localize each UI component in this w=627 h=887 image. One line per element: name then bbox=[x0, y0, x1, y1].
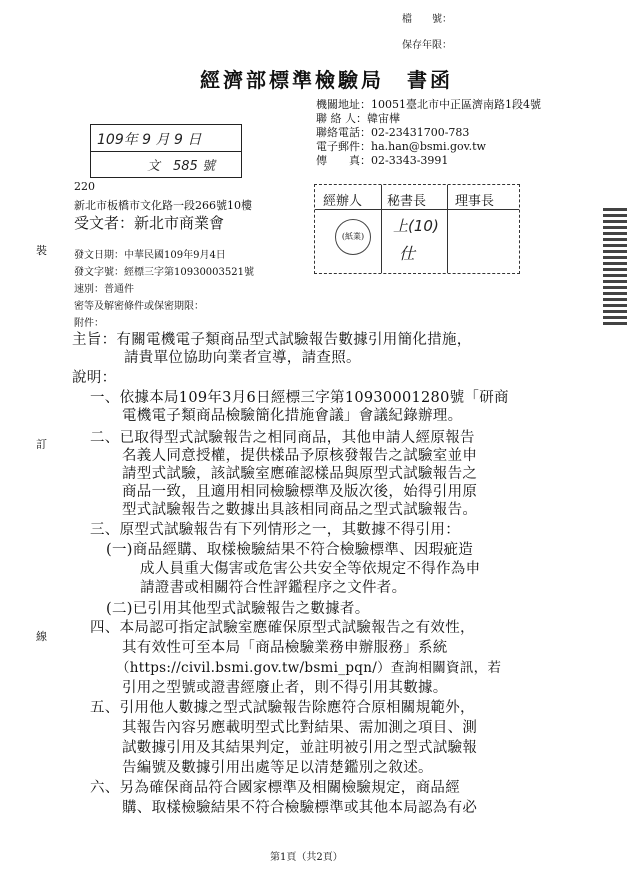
circle-seal-stamp bbox=[335, 219, 371, 255]
receipt-stamp bbox=[90, 124, 242, 178]
item-1-line-1: 一、依據本局109年3月6日經標三字第10930001280號「研商 bbox=[90, 390, 509, 406]
binding-mark-2: 訂 bbox=[36, 438, 47, 451]
item-4-line-2: 其有效性可至本局「商品檢驗業務申辦服務」系統 bbox=[122, 640, 448, 656]
page-number: 第1頁（共2頁） bbox=[270, 852, 343, 863]
subject-line-2: 請貴單位協助向業者宣導，請查照。 bbox=[124, 350, 361, 366]
delivery-speed: 速別：普通件 bbox=[74, 284, 134, 295]
archive-number-label: 檔 號： bbox=[402, 14, 452, 25]
recipient-address: 新北市板橋市文化路一段266號10樓 bbox=[74, 199, 252, 212]
item-5-line-2: 其報告內容另應載明型式比對結果、需加測之項目、測 bbox=[122, 720, 478, 736]
recipient-name: 受文者：新北市商業會 bbox=[74, 214, 225, 232]
item-2-line-4: 商品一致，且適用相同檢驗標準及版次後，始得引用原 bbox=[122, 484, 478, 500]
approval-header-chairman: 理事長 bbox=[455, 194, 495, 209]
subitem-1-line-1: (一)商品經購、取樣檢驗結果不符合檢驗標準、因瑕疵造 bbox=[106, 542, 474, 558]
contact-email: 電子郵件：ha.han@bsmi.gov.tw bbox=[316, 140, 486, 153]
issue-date: 發文日期：中華民國109年9月4日 bbox=[74, 250, 226, 261]
item-2-line-2: 名義人同意授權，提供樣品予原核發報告之試驗室並申 bbox=[122, 448, 478, 464]
item-6-line-1: 六、另為確保商品符合國家標準及相關檢驗規定，商品經 bbox=[90, 780, 460, 796]
explanation-label: 說明： bbox=[72, 370, 117, 386]
subject-line-1: 主旨：有關電機電子類商品型式試驗報告數據引用簡化措施， bbox=[72, 332, 472, 348]
contact-fax: 傳 真：02-3343-3991 bbox=[316, 154, 449, 167]
item-2-line-3: 請型式試驗，該試驗室應確認樣品與原型式試驗報告之 bbox=[122, 466, 478, 482]
receipt-number: 文 585 號 bbox=[147, 159, 215, 174]
item-4-line-4: 引用之型號或證書經廢止者，則不得引用其數據。 bbox=[122, 680, 448, 696]
subitem-2-line-1: (二)已引用其他型式試驗報告之數據者。 bbox=[106, 601, 370, 617]
scan-edge-mark bbox=[603, 205, 627, 325]
item-4-line-1: 四、本局認可指定試驗室應確保原型式試驗報告之有效性， bbox=[90, 620, 475, 636]
contact-phone: 聯絡電話：02-23431700-783 bbox=[316, 126, 470, 139]
retention-period-label: 保存年限： bbox=[402, 40, 452, 51]
attachment: 附件： bbox=[74, 318, 104, 329]
binding-mark-3: 線 bbox=[36, 630, 47, 643]
agency-address: 機關地址：10051臺北市中正區濟南路1段4號 bbox=[316, 98, 541, 111]
approval-handwriting-2: 仕 bbox=[399, 244, 416, 263]
document-title: 經濟部標準檢驗局 書函 bbox=[200, 68, 453, 92]
issue-number: 發文字號：經標三字第10930003521號 bbox=[74, 267, 254, 278]
item-4-line-3: （https://civil.bsmi.gov.tw/bsmi_pqn/）查詢相關資訊，若 bbox=[116, 660, 502, 676]
receipt-date: 109年 9 月 9 日 bbox=[97, 132, 202, 148]
item-5-line-4: 告編號及數據引用出處等足以清楚鑑別之敘述。 bbox=[122, 760, 433, 776]
contact-person: 聯 絡 人：韓宙樺 bbox=[316, 112, 400, 125]
item-2-line-1: 二、已取得型式試驗報告之相同商品，其他申請人經原報告 bbox=[90, 430, 475, 446]
subitem-1-line-2: 成人員重大傷害或危害公共安全等依規定不得作為申 bbox=[140, 561, 481, 577]
postal-code: 220 bbox=[74, 180, 95, 193]
classification: 密等及解密條件或保密期限： bbox=[74, 301, 204, 312]
subitem-1-line-3: 請證書或相關符合性評鑑程序之文件者。 bbox=[140, 580, 407, 596]
approval-header-secretary: 秘書長 bbox=[387, 194, 427, 209]
item-3-line-1: 三、原型式試驗報告有下列情形之一，其數據不得引用： bbox=[90, 522, 460, 538]
item-1-line-2: 電機電子類商品檢驗簡化措施會議」會議紀錄辦理。 bbox=[122, 408, 463, 424]
item-6-line-2: 購、取樣檢驗結果不符合檢驗標準或其他本局認為有必 bbox=[122, 800, 478, 816]
approval-table bbox=[314, 184, 520, 274]
binding-mark-1: 裝 bbox=[36, 244, 47, 257]
circle-seal-text: (紙業) bbox=[341, 232, 365, 241]
item-5-line-3: 試數據引用及其結果判定，並註明被引用之型式試驗報 bbox=[122, 740, 478, 756]
approval-header-handler: 經辦人 bbox=[323, 194, 363, 209]
item-5-line-1: 五、引用他人數據之型式試驗報告除應符合原相關規範外， bbox=[90, 700, 475, 716]
approval-handwriting-1: 上(10) bbox=[393, 217, 439, 235]
item-2-line-5: 型式試驗報告之數據出具該相同商品之型式試驗報告。 bbox=[122, 502, 478, 518]
